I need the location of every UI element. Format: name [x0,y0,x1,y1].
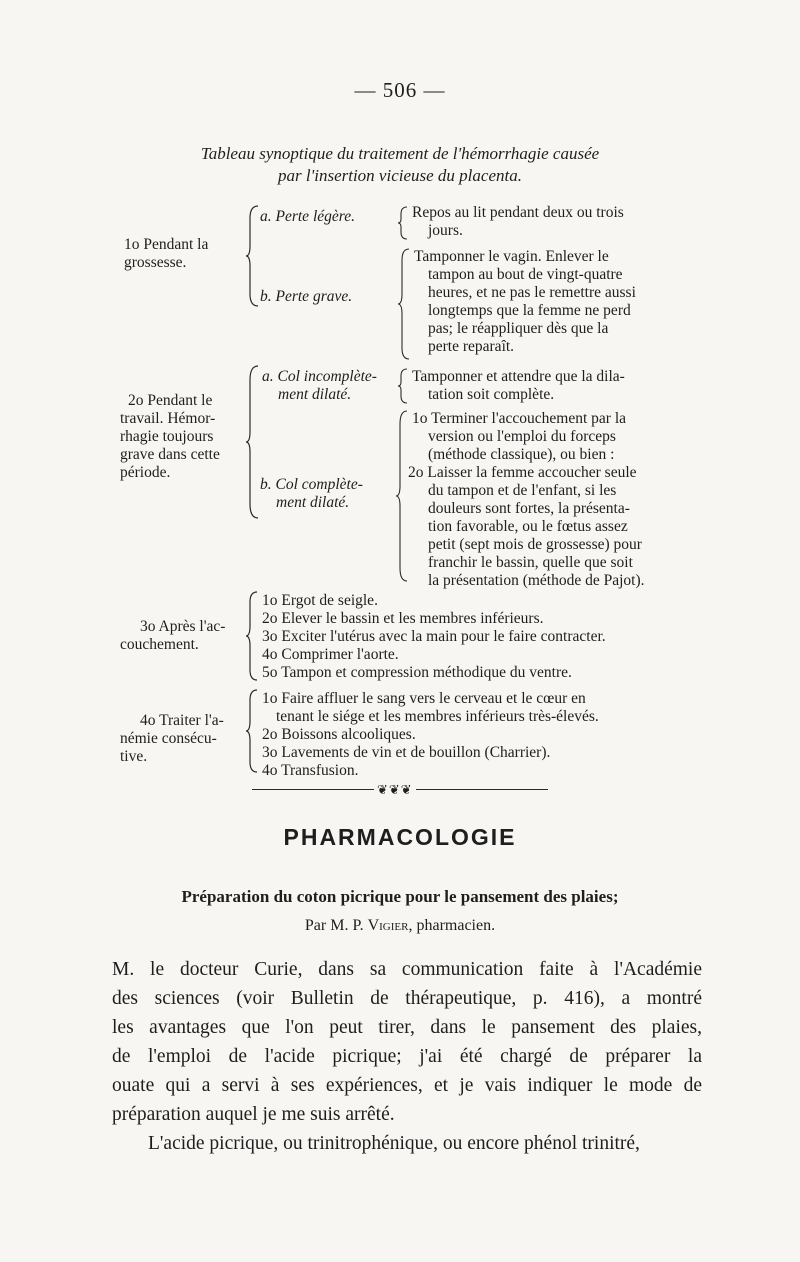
s2-b-text: 1o Terminer l'accouchement par la [412,410,627,427]
s3-item: 5o Tampon et compression méthodique du ventre. [262,664,572,681]
s1-b-text: pas; le réappliquer dès que la [428,320,609,337]
s2-a-brace [398,368,408,404]
s4-item: 4o Transfusion. [262,762,359,779]
s3-item: 2o Elever le bassin et les membres inférieurs. [262,610,544,627]
paragraph-line: de l'emploi de l'acide picrique; j'ai été chargé de préparer la [112,1046,702,1067]
divider-ornament: ❦❦❦ [374,782,416,798]
paragraph-line: ouate qui a servi à ses expériences, et je vais indiquer le mode de [112,1075,702,1096]
table-title: Tableau synoptique du traitement de l'hémorrhagie causée [200,144,600,163]
s1-b-text: Tamponner le vagin. Enlever le [414,248,609,265]
s2-b-text: la présentation (méthode de Pajot). [428,572,645,589]
s4-item: tenant le siége et les membres inférieurs très-élevés. [276,708,599,725]
s2-label: rhagie toujours [120,428,214,445]
article-byline [0,917,800,935]
paragraph-2: L'acide picrique, ou trinitrophénique, ou encore phénol trinitré, [148,1133,640,1154]
section-title: PHARMACOLOGIE [283,824,517,850]
s3-brace [246,590,258,682]
s3-label: couchement. [120,636,199,653]
paragraph-line: des sciences (voir Bulletin de thérapeutique, p. 416), a montré [112,988,702,1009]
s1-a-text: Repos au lit pendant deux ou trois [412,204,624,221]
s4-item: 3o Lavements de vin et de bouillon (Charrier). [262,744,551,761]
s2-label: travail. Hémor- [120,410,216,427]
s4-brace [246,688,258,774]
author-name: Vigier [367,917,409,934]
s4-label: 4o Traiter l'a- [140,712,224,729]
s3-item: 1o Ergot de seigle. [262,592,378,609]
s2-b-text: version ou l'emploi du forceps [428,428,616,445]
s2-label: grave dans cette [120,446,220,463]
s1-b-brace [398,248,410,360]
s4-item: 1o Faire affluer le sang vers le cerveau et le cœur en [262,690,586,707]
s2-a-label: a. Col incomplète- [262,368,377,385]
article-title: Préparation du coton picrique pour le pansement des plaies; [181,887,619,906]
s2-b-text: franchir le bassin, quelle que soit [428,554,633,571]
byline-prefix: Par M. P. [304,917,364,934]
paragraph-line: les avantages que l'on peut tirer, dans le pansement des plaies, [112,1017,702,1038]
s2-label: 2o Pendant le [128,392,213,409]
s1-label: 1o Pendant la [124,236,209,253]
s2-b-text: du tampon et de l'enfant, si les [428,482,617,499]
s1-a-label: a. Perte légère. [260,208,355,225]
s3-label: 3o Après l'ac- [140,618,226,635]
s2-label: période. [120,464,171,481]
s2-a-text: Tamponner et attendre que la dila- [412,368,625,385]
paragraph-line: préparation auquel je me suis arrêté. [112,1104,395,1125]
s2-b-text: tion favorable, ou le fœtus assez [428,518,628,535]
s4-item: 2o Boissons alcooliques. [262,726,416,743]
s1-b-text: tampon au bout de vingt-quatre [428,266,623,283]
s4-label: tive. [120,748,148,765]
s1-a-brace [398,206,408,240]
s2-a-text: tation soit complète. [428,386,555,403]
s2-b-label: ment dilaté. [276,494,350,511]
byline-suffix: , pharmacien. [408,917,496,934]
s2-b-text: (méthode classique), ou bien : [428,446,615,463]
s1-b-text: longtemps que la femme ne perd [428,302,631,319]
s2-brace [246,364,260,520]
s1-a-text: jours. [428,222,463,239]
s1-label: grossesse. [124,254,187,271]
s1-b-text: heures, et ne pas le remettre aussi [428,284,636,301]
s1-brace [246,204,260,308]
s2-b-brace [396,410,408,582]
s3-item: 4o Comprimer l'aorte. [262,646,399,663]
s2-b-text: 2o Laisser la femme accoucher seule [408,464,637,481]
s2-b-label: b. Col complète- [260,476,363,493]
paragraph-line: M. le docteur Curie, dans sa communication faite à l'Académie [112,959,702,980]
s2-b-text: douleurs sont fortes, la présenta- [428,500,630,517]
s4-label: némie consécu- [120,730,217,747]
s1-b-label: b. Perte grave. [260,288,353,305]
s1-b-text: perte reparaît. [428,338,515,355]
page-number: — 506 — [354,78,446,102]
s2-a-label: ment dilaté. [278,386,352,403]
s2-b-text: petit (sept mois de grossesse) pour [428,536,642,553]
table-subtitle: par l'insertion vicieuse du placenta. [278,166,522,185]
paragraph-1 [112,955,702,1129]
s3-item: 3o Exciter l'utérus avec la main pour le faire contracter. [262,628,606,645]
